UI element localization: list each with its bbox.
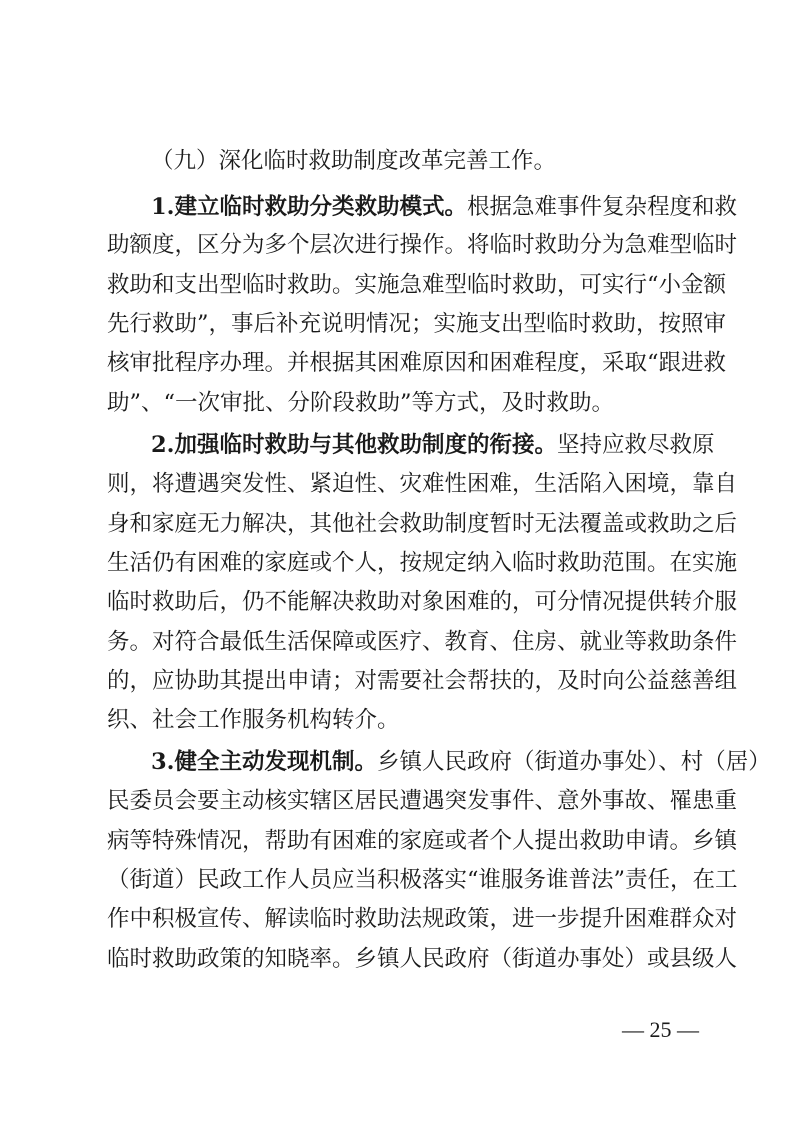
paragraph-1-line-6: 助”、“一次审批、分阶段救助”等方式，及时救助。 [107, 390, 615, 416]
section-heading: （九）深化临时救助制度改革完善工作。 [151, 148, 557, 174]
paragraph-1-line-3: 救助和支出型临时救助。实施急难型临时救助，可实行“小金额 [107, 272, 727, 298]
paragraph-2-line-2: 则，将遭遇突发性、紧迫性、灾难性困难，生活陷入困境，靠自 [107, 471, 738, 497]
paragraph-2-line-7: 的，应协助其提出申请；对需要社会帮扶的，及时向公益慈善组 [107, 668, 738, 694]
paragraph-2-title: 2.加强临时救助与其他救助制度的衔接。 [151, 432, 557, 458]
page-number: — 25 — [622, 1017, 699, 1042]
paragraph-2-line-6: 务。对符合最低生活保障或医疗、教育、住房、就业等救助条件 [107, 629, 738, 655]
paragraph-3-text: 乡镇人民政府（街道办事处）、村（居） [377, 749, 771, 775]
paragraph-2-line-8: 织、社会工作服务机构转介。 [107, 707, 400, 733]
paragraph-3-line-6: 临时救助政策的知晓率。乡镇人民政府（街道办事处）或县级人 [107, 946, 738, 972]
paragraph-3-line-4: （街道）民政工作人员应当积极落实“谁服务谁普法”责任，在工 [107, 867, 738, 893]
paragraph-1-text: 根据急难事件复杂程度和救 [467, 194, 738, 220]
paragraph-1-line-4: 先行救助”，事后补充说明情况；实施支出型临时救助，按照审 [107, 311, 727, 337]
paragraph-3-title: 3.健全主动发现机制。 [151, 749, 377, 775]
paragraph-1-line-1 [151, 192, 738, 222]
paragraph-3-line-5: 作中积极宣传、解读临时救助法规政策，进一步提升困难群众对 [107, 906, 738, 932]
paragraph-2-line-1 [151, 430, 715, 460]
paragraph-1-line-5: 核审批程序办理。并根据其困难原因和困难程度，采取“跟进救 [107, 350, 727, 376]
paragraph-2-text: 坚持应救尽救原 [557, 432, 715, 458]
paragraph-3-line-3: 病等特殊情况，帮助有困难的家庭或者个人提出救助申请。乡镇 [107, 828, 738, 854]
paragraph-2-line-3: 身和家庭无力解决，其他社会救助制度暂时无法覆盖或救助之后 [107, 511, 738, 537]
paragraph-2-line-4: 生活仍有困难的家庭或个人，按规定纳入临时救助范围。在实施 [107, 550, 738, 576]
paragraph-3-line-1 [151, 747, 771, 777]
paragraph-1-line-2: 助额度，区分为多个层次进行操作。将临时救助分为急难型临时 [107, 232, 738, 258]
paragraph-2-line-5: 临时救助后，仍不能解决救助对象困难的，可分情况提供转介服 [107, 589, 738, 615]
paragraph-3-line-2: 民委员会要主动核实辖区居民遭遇突发事件、意外事故、罹患重 [107, 788, 738, 814]
paragraph-1-title: 1.建立临时救助分类救助模式。 [151, 194, 467, 220]
